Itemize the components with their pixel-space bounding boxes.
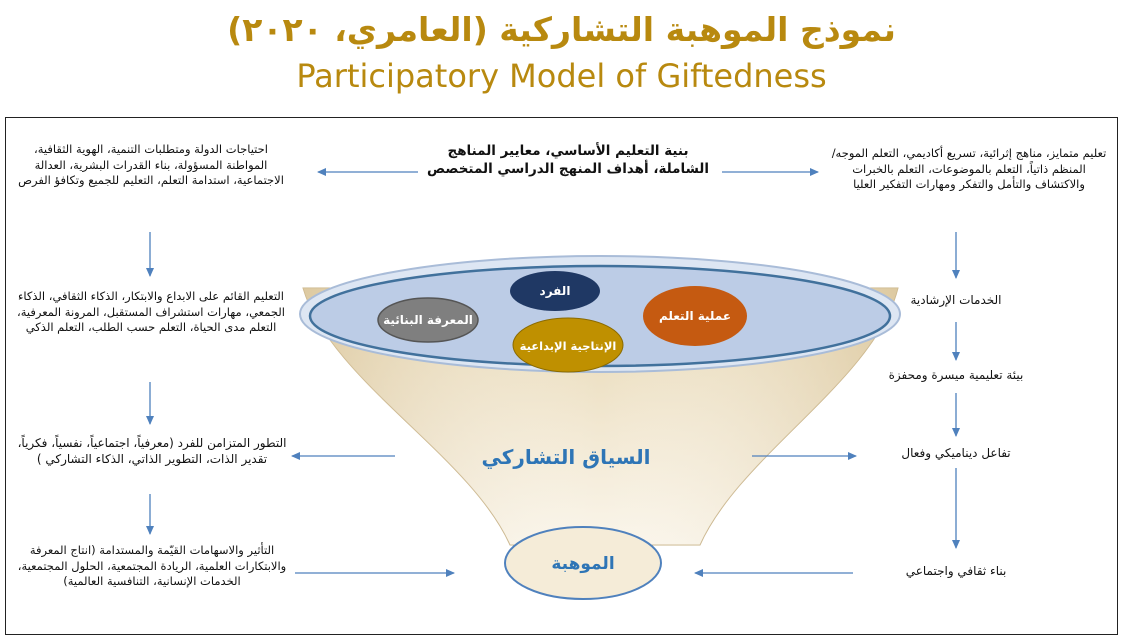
participatory-context-label: السياق التشاركي: [481, 445, 651, 469]
right-box-3: بيئة تعليمية ميسرة ومحفزة: [888, 368, 1024, 382]
left-box-1: احتياجات الدولة ومتطلبات التنمية، الهوية الثقافية، المواطنة المسؤولة، بناء القدرات البشرية، العدالة الاجتماعية، استدامة التعلم، التعليم للجميع وتكافؤ الفرص: [18, 142, 284, 187]
right-box-2: الخدمات الإرشادية: [910, 293, 1002, 307]
constructive-knowledge-label: المعرفة البنائية: [383, 313, 473, 327]
title-english: Participatory Model of Giftedness: [296, 57, 827, 95]
left-box-3: التطور المتزامن للفرد (معرفياً، اجتماعياً، نفسياً، فكرياً، تقدير الذات، التطوير الذاتي، الذكاء التشاركي ): [17, 436, 287, 466]
creative-productivity-label: الإنتاجية الإبداعية: [519, 339, 617, 353]
left-box-4: التأثير والاسهامات القيّمة والمستدامة (انتاج المعرفة والابتكارات العلمية، الريادة المجتمعية، الحلول المجتمعية، الخدمات الإنسانية، التنافسية العالمية): [17, 543, 287, 588]
title-arabic: نموذج الموهبة التشاركية (العامري، ٢٠٢٠): [227, 10, 896, 49]
right-box-5: بناء ثقافي واجتماعي: [905, 564, 1007, 578]
learning-process-label: عملية التعلم: [658, 309, 732, 323]
right-box-4: تفاعل ديناميكي وفعال: [901, 446, 1011, 460]
top-center-text: بنية التعليم الأساسي، معايير المناهج الشاملة، أهداف المنهج الدراسي المتخصص: [426, 143, 710, 177]
right-box-1: تعليم متمايز، مناهج إثرائية، تسريع أكاديمي، التعلم الموجه/المنظم ذاتياً، التعلم بالموضوعات، التعلم بالخبرات والاكتشاف والتأمل والتفكر ومهارات التفكير العليا: [831, 146, 1107, 191]
individual-label: الفرد: [539, 284, 571, 298]
giftedness-label: الموهبة: [551, 554, 615, 574]
left-box-2: التعليم القائم على الابداع والابتكار، الذكاء الثقافي، الذكاء الجمعي، مهارات استشراف المستقبل، المرونة المعرفية، التعلم مدى الحياة، التعلم حسب الطلب، التعلم الذكي: [17, 289, 285, 334]
